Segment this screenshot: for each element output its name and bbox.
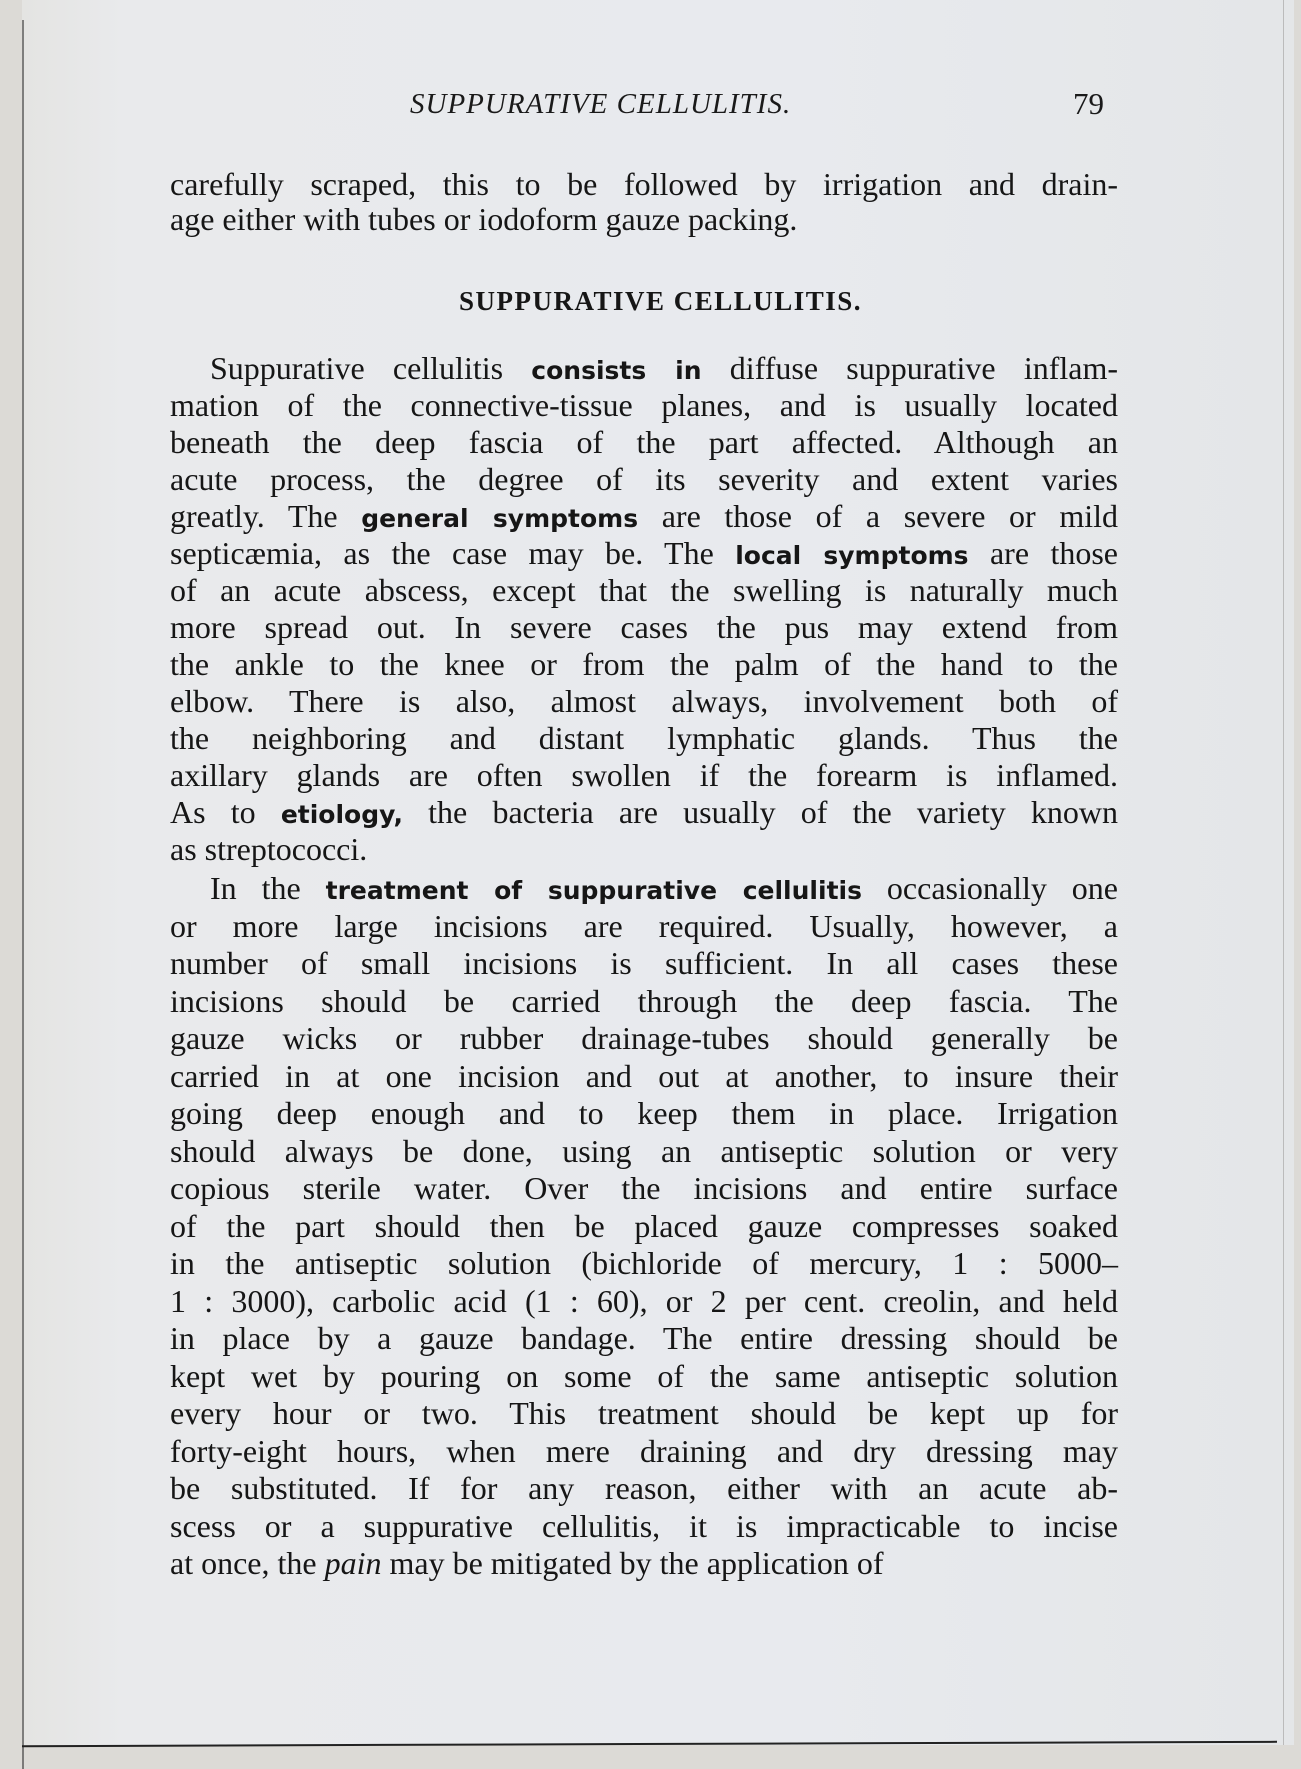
text-line bbox=[170, 1470, 1118, 1506]
text-run: are those bbox=[968, 535, 1119, 571]
text-run: copious sterile water. Over the incisions and entire surface bbox=[170, 1170, 1118, 1206]
italic-term: pain bbox=[324, 1545, 382, 1581]
text-line bbox=[170, 794, 1118, 833]
text-line bbox=[170, 1320, 1118, 1356]
text-run: incisions should be carried through the deep fascia. The bbox=[170, 982, 1118, 1019]
text-run: the neighboring and distant lymphatic glands. Thus the bbox=[170, 720, 1118, 756]
text-run: should always be done, using an antiseptic solution or very bbox=[170, 1132, 1118, 1169]
running-head: SUPPURATIVE CELLULITIS. bbox=[410, 88, 792, 120]
text-run: forty-eight hours, when mere draining and dry dressing may bbox=[170, 1432, 1118, 1469]
text-line bbox=[170, 1058, 1118, 1094]
text-line bbox=[170, 1208, 1118, 1244]
text-line bbox=[170, 1095, 1118, 1131]
text-run: are those of a severe or mild bbox=[638, 498, 1119, 534]
text-run: septicæmia, as the case may be. The bbox=[170, 535, 736, 571]
text-run: carried in at one incision and out at another, to insure their bbox=[170, 1057, 1118, 1094]
text-run: occasionally one bbox=[861, 870, 1119, 906]
text-run: going deep enough and to keep them in place. Irrigation bbox=[170, 1095, 1118, 1131]
text-run: kept wet by pouring on some of the same antiseptic solution bbox=[170, 1357, 1118, 1394]
text-line bbox=[170, 1020, 1118, 1056]
page-right-edge bbox=[1283, 0, 1284, 1745]
text-run: or more large incisions are required. Usually, however, a bbox=[170, 907, 1118, 944]
bold-term: local symptoms bbox=[735, 541, 969, 570]
text-line bbox=[170, 609, 1118, 645]
text-run: the bacteria are usually of the variety known bbox=[402, 794, 1119, 830]
text-run: As to bbox=[170, 794, 281, 830]
text-run: as streptococci. bbox=[170, 831, 368, 867]
text-line bbox=[170, 498, 1118, 537]
text-run: in the antiseptic solution (bichloride of mercury, 1 : 5000– bbox=[170, 1245, 1118, 1281]
text-run: the ankle to the knee or from the palm of the hand to the bbox=[170, 646, 1118, 682]
text-run: number of small incisions is sufficient. In all cases these bbox=[170, 945, 1118, 981]
text-line bbox=[170, 1133, 1118, 1169]
text-run: of the part should then be placed gauze compresses soaked bbox=[170, 1207, 1118, 1244]
text-line bbox=[170, 757, 1118, 793]
text-line bbox=[170, 1395, 1118, 1431]
text-line bbox=[170, 572, 1118, 608]
text-run: axillary glands are often swollen if the forearm is inflamed. bbox=[170, 757, 1118, 793]
text-run: be substituted. If for any reason, either with an acute ab- bbox=[170, 1470, 1118, 1506]
page-number: 79 bbox=[1073, 86, 1104, 121]
text-line bbox=[170, 908, 1118, 944]
continuation-line: carefully scraped, this to be followed by irrigation and drain- bbox=[170, 166, 1118, 202]
text-run: 1 : 3000), carbolic acid (1 : 60), or 2 per cent. creolin, and held bbox=[170, 1282, 1118, 1319]
text-line bbox=[170, 424, 1118, 460]
text-run: mation of the connective-tissue planes, and is usually located bbox=[170, 387, 1118, 423]
section-heading: SUPPURATIVE CELLULITIS. bbox=[458, 286, 863, 316]
page-left-edge bbox=[22, 20, 24, 1769]
text-line bbox=[170, 683, 1118, 719]
text-line bbox=[170, 461, 1118, 497]
text-line bbox=[170, 1283, 1118, 1319]
continuation-line: age either with tubes or iodoform gauze packing. bbox=[170, 201, 798, 237]
text-line bbox=[170, 1245, 1118, 1281]
text-line bbox=[170, 1508, 1118, 1544]
text-line bbox=[170, 945, 1118, 981]
bold-term: consists in bbox=[531, 356, 702, 385]
text-run: at once, the bbox=[170, 1545, 325, 1581]
text-run: may be mitigated by the application of bbox=[381, 1545, 884, 1581]
text-run: elbow. There is also, almost always, involvement both of bbox=[170, 683, 1118, 719]
text-run: of an acute abscess, except that the swelling is naturally much bbox=[170, 572, 1118, 608]
text-line bbox=[170, 983, 1118, 1019]
text-line bbox=[170, 646, 1118, 682]
text-line bbox=[210, 350, 1118, 389]
text-line bbox=[170, 535, 1118, 574]
bold-term: treatment of suppurative cellulitis bbox=[325, 876, 862, 905]
text-run: acute process, the degree of its severity and extent varies bbox=[170, 461, 1118, 497]
text-run: diffuse suppurative inflam- bbox=[701, 350, 1119, 386]
bold-term: etiology, bbox=[280, 800, 403, 829]
text-run: Suppurative cellulitis bbox=[210, 350, 532, 386]
text-run: more spread out. In severe cases the pus may extend from bbox=[170, 609, 1118, 645]
bold-term: general symptoms bbox=[361, 504, 639, 533]
text-run: every hour or two. This treatment should be kept up for bbox=[170, 1395, 1118, 1431]
text-run: scess or a suppurative cellulitis, it is impracticable to incise bbox=[170, 1507, 1118, 1544]
text-line bbox=[170, 720, 1118, 756]
text-run: in place by a gauze bandage. The entire dressing should be bbox=[170, 1320, 1118, 1356]
text-line bbox=[170, 831, 1118, 867]
text-run: gauze wicks or rubber drainage-tubes should generally be bbox=[170, 1020, 1118, 1056]
text-line bbox=[170, 1433, 1118, 1469]
text-line bbox=[210, 870, 1118, 909]
text-run: In the bbox=[210, 870, 326, 906]
text-run: beneath the deep fascia of the part affected. Although an bbox=[170, 424, 1118, 460]
text-line bbox=[170, 1358, 1118, 1394]
text-run: greatly. The bbox=[170, 498, 362, 534]
text-line bbox=[170, 1545, 1118, 1581]
text-line bbox=[170, 1170, 1118, 1206]
text-line bbox=[170, 387, 1118, 423]
